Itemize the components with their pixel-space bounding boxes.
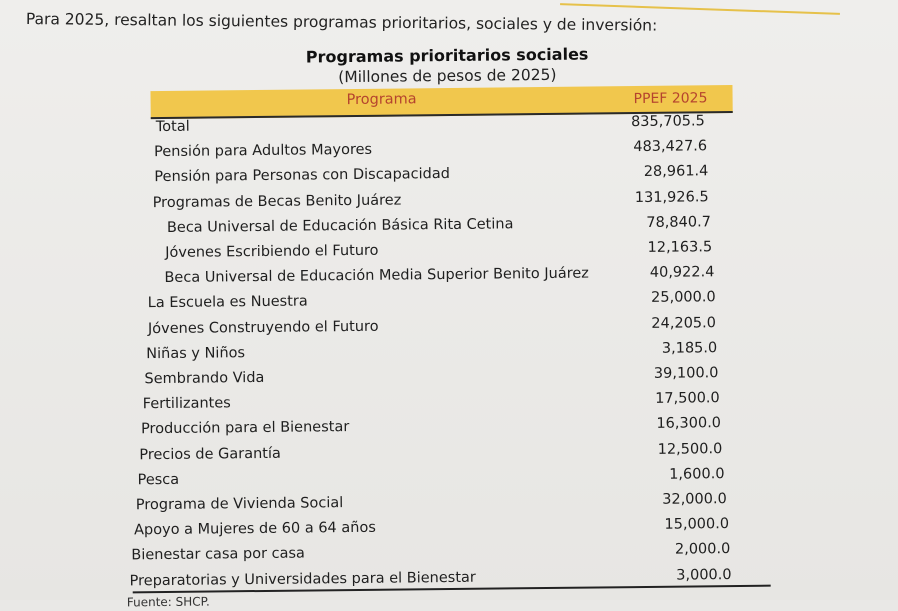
row-label: Beca Universal de Educación Media Superior Benito Juárez [164,265,589,287]
row-value: 1,600.0 [669,465,725,483]
row-label: Jóvenes Escribiendo el Futuro [165,242,379,261]
row-label: Beca Universal de Educación Básica Rita Cetina [166,216,514,236]
row-value: 131,926.5 [634,188,709,206]
row-label: Programas de Becas Benito Juárez [152,192,402,211]
row-value: 15,000.0 [664,516,730,533]
row-value: 12,500.0 [657,440,723,458]
row-value: 835,705.5 [630,113,705,131]
row-value: 24,205.0 [651,314,717,332]
row-label: Programa de Vivienda Social [135,495,344,514]
row-value: 483,427.6 [633,138,708,156]
row-value: 28,961.4 [643,163,709,181]
row-label: Pensión para Personas con Discapacidad [154,166,451,186]
row-label: Preparatorias y Universidades para el Bienestar [129,569,476,589]
row-value: 3,185.0 [661,340,718,357]
row-label: Fertilizantes [142,395,231,413]
table-source: Fuente: SHCP. [126,594,210,610]
row-label: Bienestar casa por casa [131,545,305,564]
row-label: Pensión para Adultos Mayores [154,141,373,161]
row-value: 40,922.4 [649,264,715,282]
row-label: Precios de Garantía [139,445,281,463]
row-label: Sembrando Vida [144,369,265,388]
row-value: 17,500.0 [655,390,720,408]
row-value: 3,000.0 [676,566,732,584]
row-value: 12,163.5 [647,239,713,256]
row-value: 32,000.0 [662,491,727,508]
row-label: Jóvenes Construyendo el Futuro [147,318,379,337]
table-subtitle: (Millones de pesos de 2025) [338,65,557,87]
row-label: Apoyo a Mujeres de 60 a 64 años [133,519,376,539]
row-label: Producción para el Bienestar [140,419,350,438]
column-header-program: Programa [346,91,417,109]
table-title: Programas prioritarios sociales [305,44,589,67]
row-value: 78,840.7 [646,214,711,231]
row-label: Niñas y Niños [146,344,246,362]
row-value: 2,000.0 [674,541,731,559]
row-value: 39,100.0 [653,365,719,382]
row-value: 25,000.0 [651,289,716,307]
intro-text: Para 2025, resaltan los siguientes programas prioritarios, sociales y de inversión: [25,10,658,35]
row-label: Pesca [137,471,180,489]
row-label: La Escuela es Nuestra [147,293,308,312]
column-header-ppef: PPEF 2025 [633,90,708,108]
row-label: Total [155,118,190,136]
row-value: 16,300.0 [656,415,722,433]
